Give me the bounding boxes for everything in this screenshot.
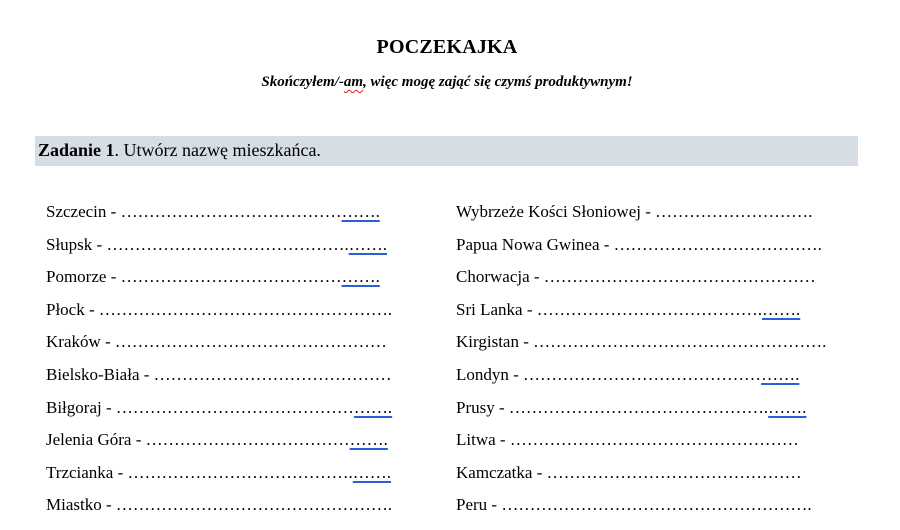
- exercise-item: [456, 200, 826, 233]
- answer-blank[interactable]: - ……………………………………….: [494, 397, 769, 417]
- place-name: Kirgistan: [456, 332, 519, 352]
- grammar-flagged-blank[interactable]: …….: [762, 299, 801, 319]
- answer-blank[interactable]: - ………………………………………: [532, 462, 802, 482]
- exercise-item: [46, 493, 392, 526]
- spellcheck-flagged-word[interactable]: am: [343, 74, 364, 90]
- grammar-flagged-blank[interactable]: …….: [768, 397, 807, 417]
- task-instruction: [38, 138, 321, 162]
- answer-blank[interactable]: - …………………………………: [106, 202, 342, 221]
- answer-blank[interactable]: - …………………………………………….: [84, 299, 393, 319]
- answer-blank[interactable]: - ……………………………….: [599, 234, 822, 254]
- subtitle-start: Skończyłem/-: [261, 74, 344, 90]
- place-name: Kraków: [46, 332, 101, 352]
- place-name: Płock: [46, 299, 85, 319]
- answer-blank[interactable]: - ………………………………………….: [101, 495, 393, 515]
- answer-blank[interactable]: - ……………………………………: [139, 364, 392, 384]
- exercise-item: [456, 493, 826, 526]
- place-name: Prusy: [456, 397, 495, 417]
- page-subtitle: [0, 74, 894, 91]
- exercise-item: [456, 396, 826, 429]
- exercise-item: [456, 330, 826, 363]
- answer-blank[interactable]: - ……………………………………: [508, 364, 762, 384]
- exercise-item: [46, 330, 392, 363]
- grammar-flagged-blank[interactable]: …….: [353, 397, 393, 417]
- answer-blank[interactable]: - ……………………………………………: [495, 430, 799, 450]
- task-text: . Utwórz nazwę mieszkańca.: [114, 140, 321, 160]
- left-exercise-column: [46, 200, 392, 526]
- place-name: Jelenia Góra: [46, 430, 132, 450]
- exercise-item: [456, 265, 826, 298]
- task-label: Zadanie 1: [38, 140, 115, 160]
- grammar-flagged-blank[interactable]: …….: [761, 364, 800, 384]
- place-name: Papua Nowa Gwinea: [456, 234, 600, 254]
- answer-blank[interactable]: - …………………………………….: [92, 234, 349, 254]
- place-name: Biłgoraj: [46, 397, 102, 417]
- answer-blank[interactable]: - ………………………………….: [113, 462, 353, 482]
- place-name: Trzcianka: [46, 462, 114, 482]
- answer-blank[interactable]: - ………………………………….: [522, 299, 762, 319]
- subtitle-end: , więc mogę zająć się czymś produktywnym!: [363, 74, 633, 90]
- grammar-flagged-blank[interactable]: …….: [341, 267, 380, 287]
- grammar-flagged-blank[interactable]: …….: [348, 234, 387, 254]
- answer-blank[interactable]: - ……………………….: [640, 202, 813, 221]
- grammar-flagged-blank[interactable]: …….: [341, 202, 380, 221]
- place-name: Sri Lanka: [456, 299, 523, 319]
- exercise-item: [46, 265, 392, 298]
- place-name: Chorwacja: [456, 267, 530, 287]
- place-name: Szczecin: [46, 202, 107, 221]
- exercise-item: [46, 200, 392, 233]
- answer-blank[interactable]: - …………………………………………: [100, 332, 387, 352]
- page-title: POCZEKAJKA: [376, 36, 518, 58]
- grammar-flagged-blank[interactable]: …….: [349, 430, 388, 450]
- exercise-item: [456, 298, 826, 331]
- place-name: Pomorze: [46, 267, 107, 287]
- answer-blank[interactable]: - …………………………………: [106, 267, 342, 287]
- right-exercise-column: [456, 200, 826, 526]
- exercise-item: [46, 233, 392, 266]
- place-name: Peru: [456, 495, 488, 515]
- answer-blank[interactable]: - ………………………………: [131, 430, 350, 450]
- place-name: Londyn: [456, 364, 509, 384]
- grammar-flagged-blank[interactable]: …….: [352, 462, 392, 482]
- place-name: Miastko: [46, 495, 102, 515]
- exercise-item: [456, 233, 826, 266]
- exercise-item: [456, 428, 826, 461]
- place-name: Bielsko-Biała: [46, 364, 140, 384]
- exercise-item: [46, 428, 392, 461]
- place-name: Litwa: [456, 430, 496, 450]
- answer-blank[interactable]: - ……………………………………………….: [487, 495, 812, 515]
- exercise-item: [46, 363, 392, 396]
- answer-blank[interactable]: - …………………………………………….: [518, 332, 827, 352]
- task-header-bar: [35, 136, 858, 166]
- place-name: Wybrzeże Kości Słoniowej: [456, 202, 641, 221]
- exercise-item: [46, 298, 392, 331]
- place-name: Słupsk: [46, 234, 93, 254]
- exercise-item: [46, 461, 392, 494]
- exercise-item: [46, 396, 392, 429]
- answer-blank[interactable]: - ……………………………………: [101, 397, 354, 417]
- place-name: Kamczatka: [456, 462, 533, 482]
- answer-blank[interactable]: - …………………………………………: [529, 267, 816, 287]
- exercise-item: [456, 461, 826, 494]
- exercise-item: [456, 363, 826, 396]
